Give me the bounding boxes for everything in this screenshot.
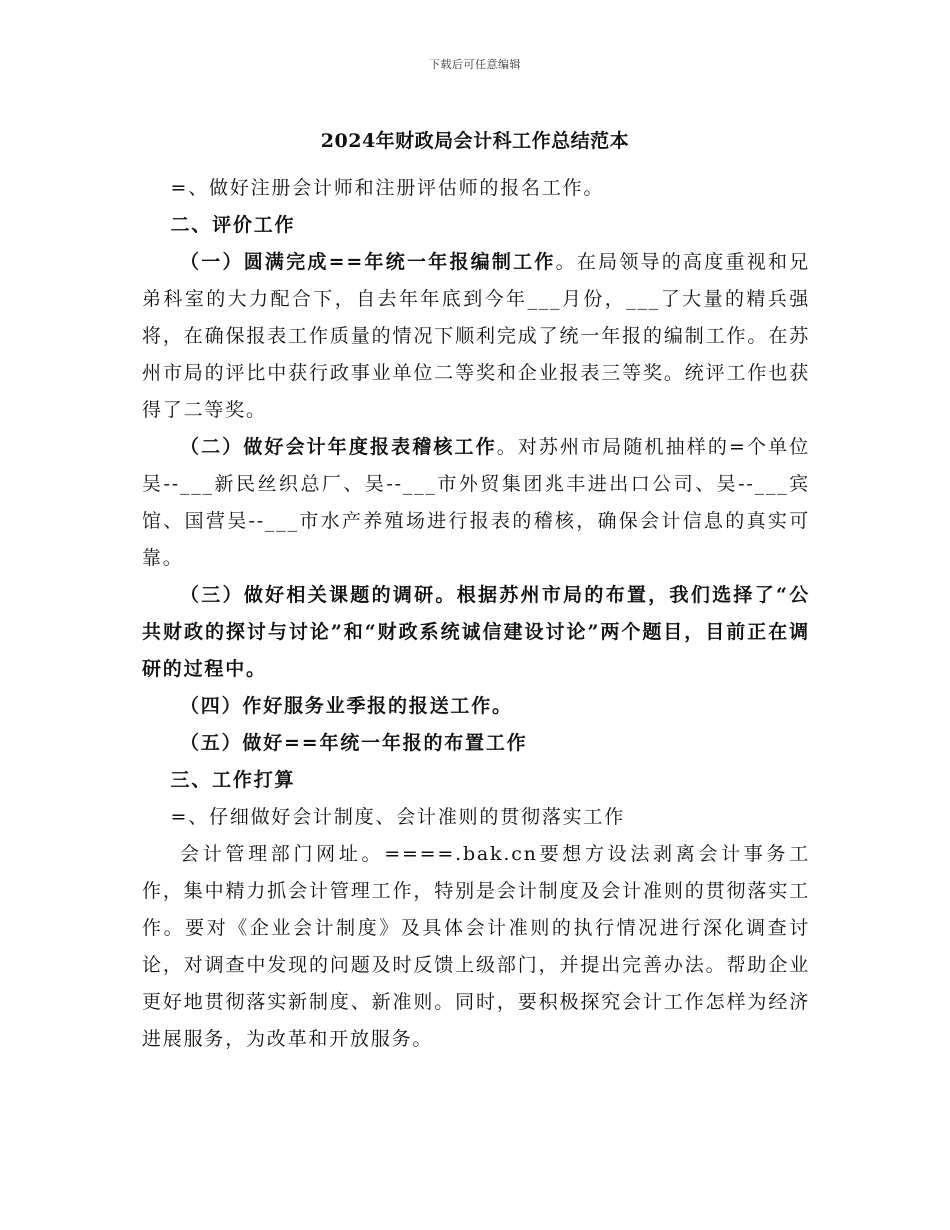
paragraph-research: （三）做好相关课题的调研。根据苏州市局的布置，我们选择了“公共财政的探讨与讨论”和“财政系统诚信建设讨论”两个题目，目前正在调研的过程中。 <box>142 584 810 680</box>
header-note: 下载后可任意编辑 <box>429 58 521 71</box>
paragraph-service-report: （四）作好服务业季报的报送工作。 <box>180 695 513 717</box>
document-body <box>142 170 810 1058</box>
paragraph-audit <box>142 429 810 577</box>
paragraph-implementation: =、仔细做好会计制度、会计准则的贯彻落实工作 <box>170 806 626 828</box>
document-title: 2024年财政局会计科工作总结范本 <box>320 130 630 152</box>
paragraph-annual-report <box>142 244 810 429</box>
paragraph-annual-report-lead: （一）圆满完成==年统一年报编制工作 <box>180 251 556 273</box>
heading-evaluation: 二、评价工作 <box>170 214 296 236</box>
heading-work-plan: 三、工作打算 <box>170 769 296 791</box>
paragraph-audit-lead: （二）做好会计年度报表稽核工作 <box>180 436 497 458</box>
paragraph-audit-body: 。对苏州市局随机抽样的=个单位吴--___新民丝织总厂、吴--___市外贸集团兆丰进出口公司、吴--___宾馆、国营吴--___市水产养殖场进行报表的稽核，确保会计信息的真实可靠。 <box>142 436 810 569</box>
paragraph-management: 会计管理部门网址。====.bak.cn要想方设法剥离会计事务工作，集中精力抓会计管理工作，特别是会计制度及会计准则的贯彻落实工作。要对《企业会计制度》及具体会计准则的执行情况进行深化调查讨论，对调查中发现的问题及时反馈上级部门，并提出完善办法。帮助企业更好地贯彻落实新制度、新准则。同时，要积极探究会计工作怎样为经济进展服务，为改革和开放服务。 <box>142 843 810 1050</box>
paragraph-registration: =、做好注册会计师和注册评估师的报名工作。 <box>170 177 605 199</box>
paragraph-annual-arrangement: （五）做好==年统一年报的布置工作 <box>180 732 528 754</box>
paragraph-annual-report-body: 。在局领导的高度重视和兄弟科室的大力配合下，自去年年底到今年___月份，___了大量的精兵强将，在确保报表工作质量的情况下顺利完成了统一年报的编制工作。在苏州市局的评比中获行政事业单位二等奖和企业报表三等奖。统评工作也获得了二等奖。 <box>142 251 810 421</box>
